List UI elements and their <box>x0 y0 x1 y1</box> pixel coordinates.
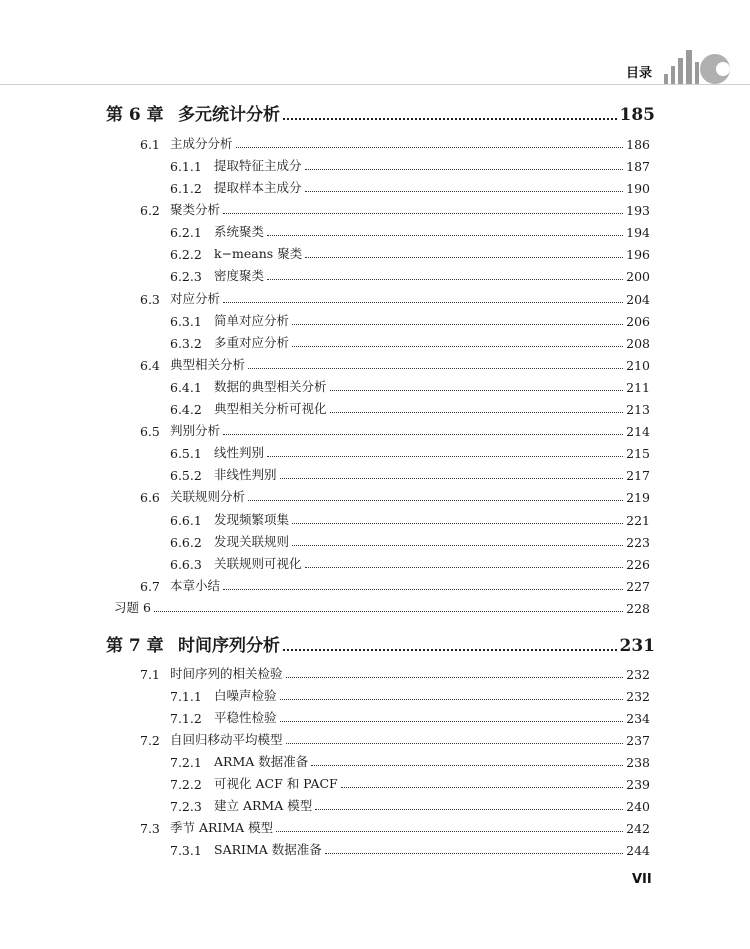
dot-leader <box>305 257 623 258</box>
toc-title: 本章小结 <box>170 578 221 593</box>
toc-page-number: 223 <box>626 535 650 550</box>
dot-leader <box>286 743 624 744</box>
toc-subsection-row[interactable] <box>0 395 750 417</box>
dot-leader <box>280 478 624 479</box>
toc-number: 6.2.2 <box>170 247 202 262</box>
toc-entry <box>140 726 650 748</box>
toc-page-number: 242 <box>626 821 650 836</box>
toc-subsection-row[interactable] <box>0 461 750 483</box>
toc-title: 典型相关分析 <box>170 357 246 372</box>
toc-entry <box>106 630 655 656</box>
toc-subsection-row[interactable] <box>0 792 750 814</box>
toc-number: 6.4.2 <box>170 402 202 417</box>
toc-entry <box>170 218 650 240</box>
dot-leader <box>305 191 624 192</box>
toc-page-number: 238 <box>626 755 650 770</box>
toc-page-number: 239 <box>626 777 650 792</box>
toc-title: 判别分析 <box>170 423 221 438</box>
toc-entry <box>170 262 650 284</box>
toc-section-row[interactable] <box>0 660 750 682</box>
toc-number: 6.4 <box>140 358 160 373</box>
dot-leader <box>248 500 623 501</box>
toc-title: 多元统计分析 <box>178 105 280 125</box>
toc-page-number: 210 <box>626 358 650 373</box>
toc-title: 非线性判别 <box>214 467 277 482</box>
dot-leader <box>267 279 623 280</box>
toc-subsection-row[interactable] <box>0 262 750 284</box>
toc-number: 6.1 <box>140 137 160 152</box>
toc-number: 7.1 <box>140 667 160 682</box>
toc-page-number: 227 <box>626 579 650 594</box>
toc-subsection-row[interactable] <box>0 439 750 461</box>
dot-leader <box>341 787 623 788</box>
toc-page-number: 211 <box>626 380 650 395</box>
dot-leader <box>280 721 624 722</box>
toc-subsection-row[interactable] <box>0 836 750 858</box>
toc-entry <box>170 506 650 528</box>
toc-page-number: 219 <box>626 490 650 505</box>
toc-entry <box>170 461 650 483</box>
toc-entry <box>170 329 650 351</box>
toc-title: 多重对应分析 <box>214 335 290 350</box>
toc-section-row[interactable] <box>0 726 750 748</box>
toc-entry <box>170 528 650 550</box>
toc-page-number: 187 <box>626 159 650 174</box>
toc-number: 6.2.3 <box>170 269 202 284</box>
toc-page-number: 244 <box>626 843 650 858</box>
toc-title: 对应分析 <box>170 291 221 306</box>
toc-entry <box>170 792 650 814</box>
page-header-title: 目录 <box>626 66 653 81</box>
toc-subsection-row[interactable] <box>0 373 750 395</box>
toc-entry <box>140 660 650 682</box>
dot-leader <box>330 412 624 413</box>
toc-page-number: 185 <box>619 105 655 125</box>
dot-leader <box>292 545 623 546</box>
toc-number: 6.6.3 <box>170 557 202 572</box>
toc-entry <box>106 99 655 125</box>
toc-title: 聚类分析 <box>170 202 221 217</box>
toc-entry <box>170 152 650 174</box>
toc-page-number: 240 <box>626 799 650 814</box>
toc-title: 密度聚类 <box>214 268 265 283</box>
toc-title: 自回归移动平均模型 <box>170 732 283 747</box>
toc-page-number: 190 <box>626 181 650 196</box>
dot-leader <box>267 456 623 457</box>
toc-subsection-row[interactable] <box>0 152 750 174</box>
dot-leader <box>154 611 623 612</box>
toc-page-number: 232 <box>626 689 650 704</box>
toc-page-number: 228 <box>626 601 650 616</box>
toc-page-number: 226 <box>626 557 650 572</box>
toc-title: 习题 6 <box>114 600 151 615</box>
dot-leader <box>311 765 623 766</box>
toc-subsection-row[interactable] <box>0 550 750 572</box>
toc-number: 7.2.1 <box>170 755 202 770</box>
dot-leader <box>223 434 623 435</box>
toc-section-row[interactable] <box>0 285 750 307</box>
toc-section-row[interactable] <box>0 594 750 616</box>
toc-subsection-row[interactable] <box>0 218 750 240</box>
dot-leader <box>286 677 624 678</box>
toc-number: 6.2.1 <box>170 225 202 240</box>
dot-leader <box>283 649 617 651</box>
toc-entry <box>140 417 650 439</box>
toc-entry <box>170 307 650 329</box>
toc-title: 关联规则分析 <box>170 489 246 504</box>
toc-title: 白噪声检验 <box>214 688 277 703</box>
toc-title: 线性判别 <box>214 445 265 460</box>
toc-subsection-row[interactable] <box>0 506 750 528</box>
toc-entry <box>170 373 650 395</box>
toc-entry <box>140 483 650 505</box>
toc-page-number: 232 <box>626 667 650 682</box>
dot-leader <box>315 809 623 810</box>
toc-entry <box>140 130 650 152</box>
toc-entry <box>170 704 650 726</box>
toc-title: 主成分分析 <box>170 136 233 151</box>
toc-title: 时间序列的相关检验 <box>170 666 283 681</box>
toc-page-number: 208 <box>626 336 650 351</box>
toc-page-number: 215 <box>626 446 650 461</box>
toc-subsection-row[interactable] <box>0 528 750 550</box>
toc-number: 第 6 章 <box>106 105 164 125</box>
toc-number: 6.5.1 <box>170 446 202 461</box>
dot-leader <box>280 699 624 700</box>
toc-number: 7.3.1 <box>170 843 202 858</box>
toc-number: 6.3 <box>140 292 160 307</box>
toc-number: 6.4.1 <box>170 380 202 395</box>
toc-entry <box>114 594 650 616</box>
toc-entry <box>170 395 650 417</box>
toc-number: 6.1.2 <box>170 181 202 196</box>
toc-section-row[interactable] <box>0 351 750 373</box>
dot-leader <box>292 523 623 524</box>
toc-number: 6.3.1 <box>170 314 202 329</box>
toc-page-number: 234 <box>626 711 650 726</box>
toc-page-number: 231 <box>619 636 655 656</box>
dot-leader <box>283 118 617 120</box>
toc-number: 7.2.3 <box>170 799 202 814</box>
toc-subsection-row[interactable] <box>0 174 750 196</box>
page-number: VII <box>632 872 652 887</box>
toc-number: 7.3 <box>140 821 160 836</box>
toc-page-number: 221 <box>626 513 650 528</box>
toc-entry <box>170 174 650 196</box>
toc-section-row[interactable] <box>0 130 750 152</box>
toc-subsection-row[interactable] <box>0 748 750 770</box>
toc-page-number: 213 <box>626 402 650 417</box>
toc-entry <box>140 814 650 836</box>
toc-number: 6.7 <box>140 579 160 594</box>
toc-page-number: 206 <box>626 314 650 329</box>
dot-leader <box>223 213 623 214</box>
toc-page-number: 214 <box>626 424 650 439</box>
toc-title: 数据的典型相关分析 <box>214 379 327 394</box>
toc-number: 7.1.2 <box>170 711 202 726</box>
toc-number: 6.5 <box>140 424 160 439</box>
toc-page-number: 237 <box>626 733 650 748</box>
toc-page-number: 194 <box>626 225 650 240</box>
publisher-logo <box>664 48 746 84</box>
toc-title: k−means 聚类 <box>214 246 303 261</box>
toc-entry <box>170 240 650 262</box>
toc-title: 系统聚类 <box>214 224 265 239</box>
toc-entry <box>140 285 650 307</box>
toc-entry <box>170 770 650 792</box>
toc-subsection-row[interactable] <box>0 240 750 262</box>
toc-entry <box>170 682 650 704</box>
toc-title: SARIMA 数据准备 <box>214 842 322 857</box>
toc-number: 6.6.2 <box>170 535 202 550</box>
toc-title: 关联规则可视化 <box>214 556 302 571</box>
dot-leader <box>292 346 623 347</box>
toc-section-row[interactable] <box>0 814 750 836</box>
toc-title: 典型相关分析可视化 <box>214 401 327 416</box>
dot-leader <box>248 368 623 369</box>
toc-number: 6.2 <box>140 203 160 218</box>
toc-page-number: 186 <box>626 137 650 152</box>
toc-number: 6.1.1 <box>170 159 202 174</box>
header-rule <box>0 84 750 85</box>
toc-entry <box>170 836 650 858</box>
toc-section-row[interactable] <box>0 196 750 218</box>
toc-section-row[interactable] <box>0 572 750 594</box>
toc-subsection-row[interactable] <box>0 329 750 351</box>
toc-title: 平稳性检验 <box>214 710 277 725</box>
toc-title: 季节 ARIMA 模型 <box>170 820 274 835</box>
toc-subsection-row[interactable] <box>0 704 750 726</box>
toc-page-number: 217 <box>626 468 650 483</box>
dot-leader <box>236 147 624 148</box>
toc-number: 7.2.2 <box>170 777 202 792</box>
dot-leader <box>276 831 623 832</box>
toc-page-number: 196 <box>626 247 650 262</box>
toc-title: 可视化 ACF 和 PACF <box>214 776 338 791</box>
toc-title: 发现关联规则 <box>214 534 290 549</box>
toc-number: 7.2 <box>140 733 160 748</box>
toc-subsection-row[interactable] <box>0 307 750 329</box>
toc-entry <box>140 196 650 218</box>
dot-leader <box>305 169 624 170</box>
toc-entry <box>170 439 650 461</box>
toc-chapter-row[interactable] <box>0 99 750 125</box>
dot-leader <box>292 324 623 325</box>
dot-leader <box>267 235 623 236</box>
dot-leader <box>223 302 623 303</box>
toc-section-row[interactable] <box>0 483 750 505</box>
toc-entry <box>170 550 650 572</box>
toc-title: 简单对应分析 <box>214 313 290 328</box>
toc-entry <box>140 572 650 594</box>
dot-leader <box>330 390 624 391</box>
toc-page-number: 200 <box>626 269 650 284</box>
toc-entry <box>140 351 650 373</box>
toc-number: 6.3.2 <box>170 336 202 351</box>
toc-title: 发现频繁项集 <box>214 512 290 527</box>
toc-number: 6.5.2 <box>170 468 202 483</box>
toc-number: 7.1.1 <box>170 689 202 704</box>
toc-title: 提取特征主成分 <box>214 158 302 173</box>
toc-number: 6.6 <box>140 490 160 505</box>
dot-leader <box>325 853 623 854</box>
toc-section-row[interactable] <box>0 417 750 439</box>
toc-chapter-row[interactable] <box>0 630 750 656</box>
toc-title: ARMA 数据准备 <box>214 754 309 769</box>
toc-page-number: 193 <box>626 203 650 218</box>
toc-title: 建立 ARMA 模型 <box>214 798 313 813</box>
toc-page-number: 204 <box>626 292 650 307</box>
dot-leader <box>223 589 623 590</box>
dot-leader <box>305 567 624 568</box>
toc-number: 第 7 章 <box>106 636 164 656</box>
toc-subsection-row[interactable] <box>0 770 750 792</box>
toc-subsection-row[interactable] <box>0 682 750 704</box>
toc-number: 6.6.1 <box>170 513 202 528</box>
toc-title: 提取样本主成分 <box>214 180 302 195</box>
toc-entry <box>170 748 650 770</box>
toc-title: 时间序列分析 <box>178 636 280 656</box>
